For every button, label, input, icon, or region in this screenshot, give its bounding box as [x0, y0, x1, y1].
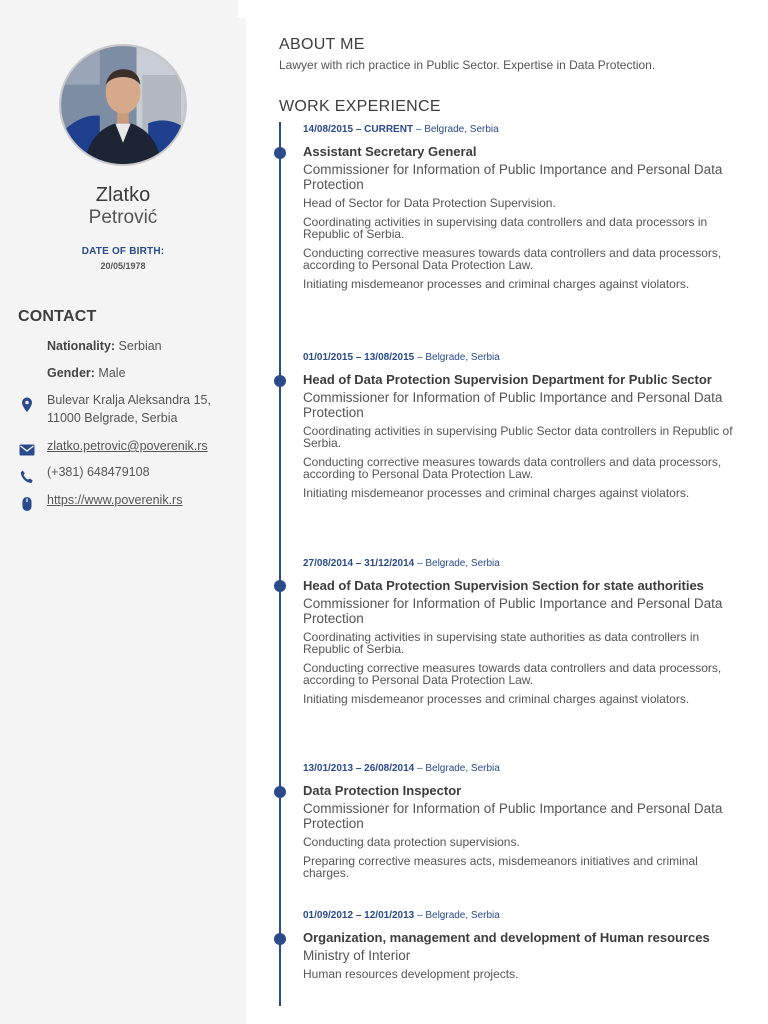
phone-line	[47, 463, 150, 481]
job-organization: Commissioner for Information of Public Importance and Personal Data Protection	[303, 162, 723, 192]
job-location: Belgrade, Serbia	[425, 352, 500, 363]
gender-label: Gender:	[47, 366, 95, 380]
website-line	[47, 491, 182, 509]
job-date-line: 01/01/2015 – 13/08/2015 – Belgrade, Serbia	[303, 352, 500, 363]
job-location: Belgrade, Serbia	[425, 763, 500, 774]
job-duty: Head of Sector for Data Protection Supervision.	[303, 196, 556, 210]
address	[47, 391, 211, 427]
contact-heading: CONTACT	[18, 308, 97, 325]
job-title: Organization, management and development of Human resources	[303, 930, 710, 945]
profile-photo	[59, 44, 187, 166]
job-entry	[303, 909, 733, 987]
job-entry	[303, 762, 733, 886]
job-date-line: 01/09/2012 – 12/01/2013 – Belgrade, Serbia	[303, 910, 500, 921]
job-duty: Initiating misdemeanor processes and criminal charges against violators.	[303, 277, 690, 291]
job-dates: 01/09/2012 – 12/01/2013	[303, 910, 415, 921]
job-duty: Initiating misdemeanor processes and criminal charges against violators.	[303, 486, 690, 500]
about-heading: ABOUT ME	[279, 36, 365, 53]
job-location: Belgrade, Serbia	[424, 124, 499, 135]
dob-label: DATE OF BIRTH:	[81, 246, 165, 257]
job-description	[303, 425, 733, 499]
last-name: Petrović	[88, 207, 158, 228]
gender-line	[47, 364, 126, 382]
job-organization: Ministry of Interior	[303, 948, 411, 963]
timeline-dot	[274, 580, 286, 592]
job-organization: Commissioner for Information of Public Importance and Personal Data Protection	[303, 801, 723, 831]
job-organization: Commissioner for Information of Public Importance and Personal Data Protection	[303, 390, 723, 420]
address-line-1: Bulevar Kralja Aleksandra 15,	[47, 393, 211, 407]
job-duty: Conducting corrective measures towards data controllers and data processors, according to Personal Data Protection Law.	[303, 661, 722, 687]
gender-value: Male	[98, 366, 126, 380]
nationality-label: Nationality:	[47, 339, 116, 353]
job-entry	[303, 351, 733, 506]
job-duty: Coordinating activities in supervising Public Sector data controllers in Republic of Serbia.	[303, 424, 733, 450]
website-link[interactable]: https://www.poverenik.rs	[47, 493, 183, 507]
about-text: Lawyer with rich practice in Public Sector. Expertise in Data Protection.	[279, 58, 656, 72]
timeline-dot	[274, 147, 286, 159]
job-location: Belgrade, Serbia	[425, 558, 500, 569]
job-duty: Human resources development projects.	[303, 967, 519, 981]
job-date-line: 13/01/2013 – 26/08/2014 – Belgrade, Serbia	[303, 763, 500, 774]
email-line	[47, 437, 208, 455]
mouse-icon	[18, 495, 36, 513]
email-icon	[18, 441, 36, 459]
address-line-2: 11000 Belgrade, Serbia	[47, 411, 178, 425]
job-duty: Coordinating activities in supervising data controllers and data processors in Republic of Serbia.	[303, 215, 708, 241]
job-duty: Conducting corrective measures towards data controllers and data processors, according to Personal Data Protection Law.	[303, 246, 722, 272]
job-dates: 01/01/2015 – 13/08/2015	[303, 352, 415, 363]
nationality-line	[47, 337, 162, 355]
job-date-line: 14/08/2015 – CURRENT – Belgrade, Serbia	[303, 124, 499, 135]
job-description	[303, 197, 733, 290]
first-name: Zlatko	[95, 184, 151, 206]
dob-value: 20/05/1978	[100, 261, 146, 271]
timeline-line	[279, 122, 281, 1006]
job-title: Assistant Secretary General	[303, 144, 477, 159]
job-description	[303, 968, 733, 980]
job-title: Head of Data Protection Supervision Section for state authorities	[303, 578, 704, 593]
job-duty: Initiating misdemeanor processes and criminal charges against violators.	[303, 692, 690, 706]
job-dates: 27/08/2014 – 31/12/2014	[303, 558, 415, 569]
job-entry	[303, 557, 733, 712]
job-dates: 14/08/2015 – CURRENT	[303, 124, 414, 135]
job-duty: Coordinating activities in supervising state authorities as data controllers in Republic of Serbia.	[303, 630, 700, 656]
phone-value: (+381) 648479108	[47, 465, 150, 479]
job-title: Data Protection Inspector	[303, 783, 462, 798]
location-icon	[18, 396, 36, 414]
job-duty: Conducting data protection supervisions.	[303, 835, 520, 849]
email-link[interactable]: zlatko.petrovic@poverenik.rs	[47, 439, 208, 453]
timeline-dot	[274, 375, 286, 387]
job-date-line: 27/08/2014 – 31/12/2014 – Belgrade, Serbia	[303, 558, 500, 569]
job-organization: Commissioner for Information of Public Importance and Personal Data Protection	[303, 596, 723, 626]
job-entry	[303, 123, 733, 297]
job-duty: Preparing corrective measures acts, misdemeanors initiatives and criminal charges.	[303, 854, 698, 880]
job-location: Belgrade, Serbia	[425, 910, 500, 921]
job-dates: 13/01/2013 – 26/08/2014	[303, 763, 415, 774]
profile-photo-image	[61, 46, 185, 164]
timeline-dot	[274, 786, 286, 798]
experience-heading: WORK EXPERIENCE	[279, 98, 441, 115]
job-title: Head of Data Protection Supervision Department for Public Sector	[303, 372, 712, 387]
job-description	[303, 631, 733, 705]
job-description	[303, 836, 733, 879]
nationality-value: Serbian	[118, 339, 162, 353]
phone-icon	[18, 468, 36, 486]
timeline-dot	[274, 933, 286, 945]
job-duty: Conducting corrective measures towards data controllers and data processors, according to Personal Data Protection Law.	[303, 455, 722, 481]
